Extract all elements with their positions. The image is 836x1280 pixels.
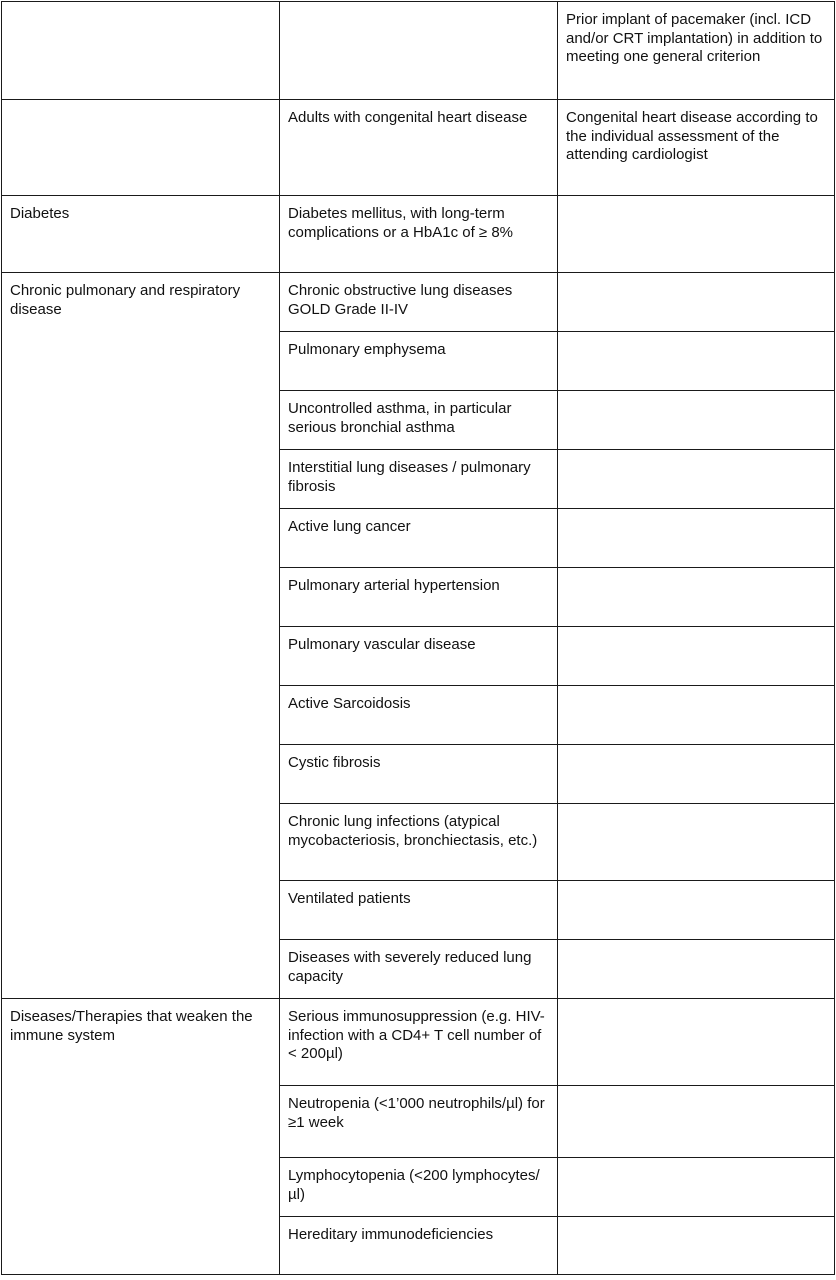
category-cell: [2, 2, 280, 100]
condition-cell: Hereditary immunodeficiencies: [280, 1217, 558, 1275]
condition-cell: Chronic obstructive lung diseases GOLD Grade II-IV: [280, 273, 558, 332]
table-row: [2, 2, 835, 100]
condition-cell: Active lung cancer: [280, 509, 558, 568]
condition-cell: Pulmonary arterial hypertension: [280, 568, 558, 627]
criterion-cell: [558, 1217, 835, 1275]
condition-cell: Uncontrolled asthma, in particular serious bronchial asthma: [280, 391, 558, 450]
criterion-cell: [558, 273, 835, 332]
criterion-cell: Congenital heart disease according to the individual assessment of the attending cardiologist: [558, 100, 835, 196]
condition-cell: [280, 2, 558, 100]
condition-cell: Interstitial lung diseases / pulmonary fibrosis: [280, 450, 558, 509]
condition-cell: Diabetes mellitus, with long-term complications or a HbA1c of ≥ 8%: [280, 196, 558, 273]
criterion-cell: [558, 627, 835, 686]
condition-cell: Diseases with severely reduced lung capacity: [280, 940, 558, 999]
condition-cell: Cystic fibrosis: [280, 745, 558, 804]
condition-cell: Adults with congenital heart disease: [280, 100, 558, 196]
criterion-cell: [558, 999, 835, 1086]
table-row: [2, 100, 835, 196]
criterion-cell: [558, 940, 835, 999]
criterion-cell: [558, 509, 835, 568]
table-row: [2, 999, 835, 1086]
condition-cell: Active Sarcoidosis: [280, 686, 558, 745]
criterion-cell: [558, 391, 835, 450]
condition-cell: Chronic lung infections (atypical mycobacteriosis, bronchiectasis, etc.): [280, 804, 558, 881]
criterion-cell: Prior implant of pacemaker (incl. ICD and/or CRT implantation) in addition to meeting one general criterion: [558, 2, 835, 100]
category-cell: Chronic pulmonary and respiratory disease: [2, 273, 280, 999]
criterion-cell: [558, 450, 835, 509]
criterion-cell: [558, 804, 835, 881]
criterion-cell: [558, 196, 835, 273]
condition-cell: Ventilated patients: [280, 881, 558, 940]
condition-cell: Lymphocytopenia (<200 lymphocytes/µl): [280, 1158, 558, 1217]
condition-cell: Pulmonary vascular disease: [280, 627, 558, 686]
criterion-cell: [558, 881, 835, 940]
criterion-cell: [558, 568, 835, 627]
criterion-cell: [558, 1158, 835, 1217]
criterion-cell: [558, 1086, 835, 1158]
condition-cell: Neutropenia (<1’000 neutrophils/µl) for ≥1 week: [280, 1086, 558, 1158]
condition-cell: Pulmonary emphysema: [280, 332, 558, 391]
condition-cell: Serious immunosuppression (e.g. HIV-infection with a CD4+ T cell number of < 200µl): [280, 999, 558, 1086]
criterion-cell: [558, 332, 835, 391]
table-row: [2, 196, 835, 273]
criterion-cell: [558, 686, 835, 745]
risk-criteria-table: [1, 1, 835, 1275]
category-cell: Diabetes: [2, 196, 280, 273]
table-row: [2, 273, 835, 332]
category-cell: Diseases/Therapies that weaken the immune system: [2, 999, 280, 1275]
criterion-cell: [558, 745, 835, 804]
category-cell: [2, 100, 280, 196]
